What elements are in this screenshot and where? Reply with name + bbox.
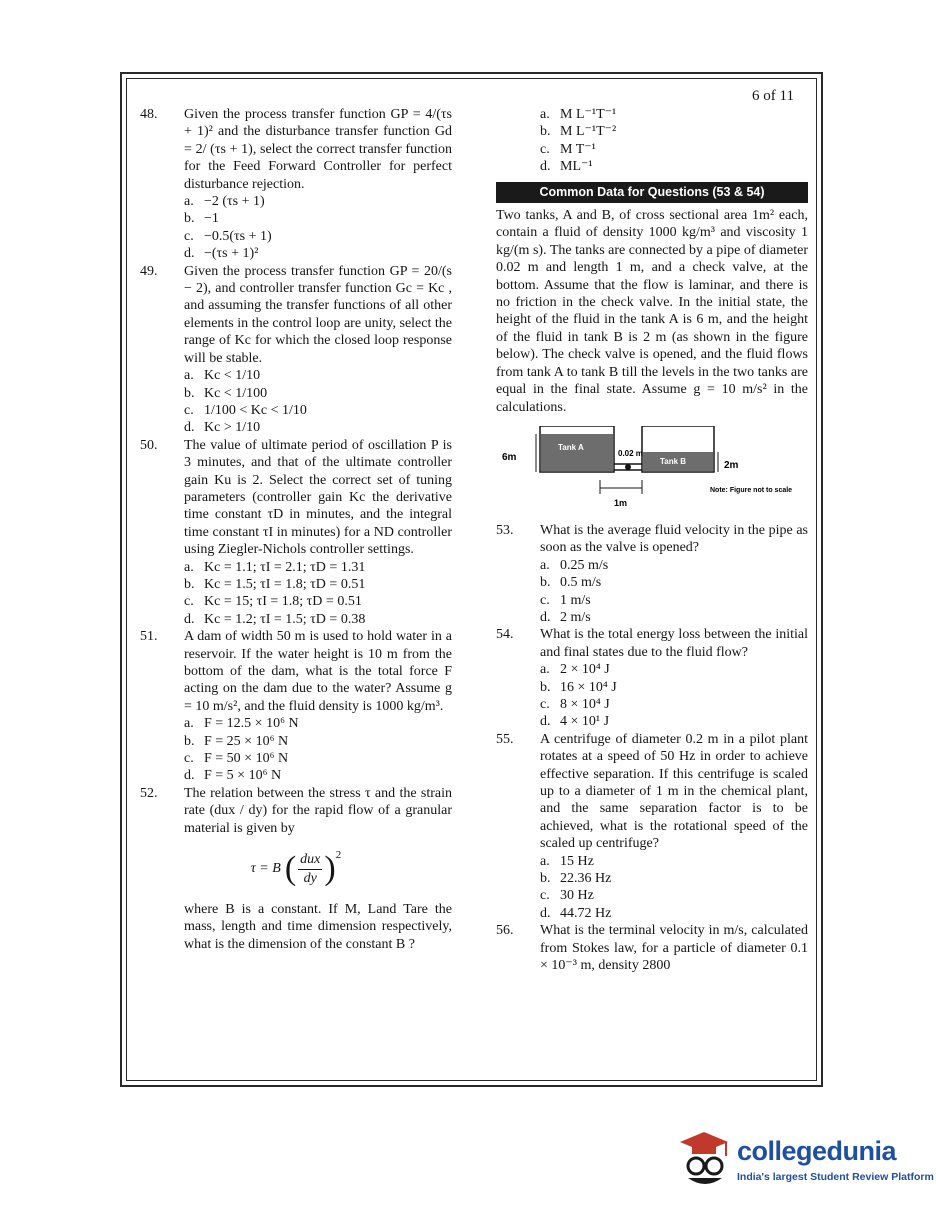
question-number: 54. xyxy=(496,627,514,643)
question-52 xyxy=(140,785,452,953)
options-list xyxy=(184,367,452,437)
options-list xyxy=(184,193,452,263)
label-1m: 1m xyxy=(614,497,628,508)
question-number: 56. xyxy=(496,923,514,939)
option: a. −2 (τs + 1) xyxy=(184,194,265,210)
option: b. M L⁻¹T⁻² xyxy=(540,124,617,140)
label-note: Note: Figure not to scale xyxy=(710,486,793,494)
option: c. 1 m/s xyxy=(540,592,591,608)
options-list xyxy=(540,853,808,923)
question-text: What is the total energy loss between the initial and final states due to the fluid flow? xyxy=(540,627,808,660)
options-list xyxy=(540,557,808,627)
options-list xyxy=(184,715,452,785)
option: d. ML⁻¹ xyxy=(540,159,593,175)
option: d. 2 m/s xyxy=(540,609,591,625)
options-list xyxy=(540,661,808,731)
option: a. 15 Hz xyxy=(540,853,594,869)
question-text: What is the average fluid velocity in the pipe as soon as the valve is opened? xyxy=(540,522,808,556)
label-6m: 6m xyxy=(502,451,517,463)
option: d. F = 5 × 10⁶ N xyxy=(184,768,282,784)
question-number: 50. xyxy=(140,437,158,453)
question-text: A dam of width 50 m is used to hold water in a reservoir. If the water height is 10 m from the bottom of the dam, what is the total force F acting on the dam due to the water? Assume g = 10 m/s², and the fluid density is 1000 kg/m³. xyxy=(184,629,452,714)
formula-fraction xyxy=(298,851,322,887)
option: d. Kc > 1/10 xyxy=(184,420,261,436)
option: d. −(τs + 1)² xyxy=(184,246,259,262)
question-text: Given the process transfer function GP = 20/(s − 2), and controller transfer function Gc = Kc , and assuming the transfer functions of all other elements in the control loop are unity, select the range of Kc for which the closed loop response will be stable. xyxy=(184,263,452,366)
label-2m: 2m xyxy=(724,459,739,471)
stress-formula: τ = B ( $\frac{\text{dux}}{dy}$ ) $^2$ xyxy=(250,849,342,888)
tanks-figure xyxy=(496,426,808,514)
question-text: The value of ultimate period of oscillation P is 3 minutes, and that of the ultimate controller gain Ku is 2. Select the correct set of tuning parameters (controller gain Kc the derivative time constant τD in minutes, and the integral time constant τI in minutes) for a ND controller using Ziegler-Nichols controller settings. xyxy=(184,437,452,558)
left-column xyxy=(140,106,452,953)
option: c. M T⁻¹ xyxy=(540,141,596,157)
option: a. Kc < 1/10 xyxy=(184,368,261,384)
formula-denominator: dy xyxy=(303,870,317,886)
question-text: Given the process transfer function GP = 4/(τs + 1)² and the disturbance transfer function Gd = 2/ (τs + 1), select the correct transfer function for the Feed Forward Controller for perfect disturbance rejection. xyxy=(184,107,452,192)
question-number: 55. xyxy=(496,731,514,747)
option: c. 1/100 < Kc < 1/10 xyxy=(184,402,307,418)
question-text: The relation between the stress τ and the strain rate (dux / dy) for the rapid flow of a granular material is given by xyxy=(184,785,452,836)
question-number: 51. xyxy=(140,629,158,645)
question-50 xyxy=(140,437,452,628)
option: a. F = 12.5 × 10⁶ N xyxy=(184,716,299,732)
question-51 xyxy=(140,628,452,785)
option: b. Kc < 1/100 xyxy=(184,385,268,401)
common-data-text: Two tanks, A and B, of cross sectional area 1m² each, contain a fluid of density 1000 kg/m³ and viscosity 1 kg/(m s). The tanks are connected by a pipe of diameter 0.02 m and length 1 m, and a check valve, at the bottom. Assume that the flow is laminar, and there is no friction in the check valve. In the initial state, the height of the fluid in the tank A is 6 m, and the height of the fluid in tank B is 2 m (as shown in the figure below). The check valve is opened, and the fluid flows from tank A to tank B till the levels in the two tanks are equal in the final state. Assume g = 10 m/s² in the calculations. xyxy=(496,208,808,415)
option: a. 2 × 10⁴ J xyxy=(540,662,610,678)
question-55 xyxy=(496,731,808,922)
label-tank-a: Tank A xyxy=(558,442,584,452)
question-56 xyxy=(496,922,808,974)
question-text: A centrifuge of diameter 0.2 m in a pilot plant rotates at a speed of 50 Hz in order to achieve effective separation. If this centrifuge is scaled up to a diameter of 1 m in the chemical plant, and the same separation factor is to be achieved, what is the rotational speed of the scaled up centrifuge? xyxy=(540,731,808,852)
options-list-52 xyxy=(496,106,808,176)
option: b. 0.5 m/s xyxy=(540,575,602,591)
option: a. Kc = 1.1; τI = 2.1; τD = 1.31 xyxy=(184,559,366,575)
option: c. F = 50 × 10⁶ N xyxy=(184,751,289,767)
option: b. Kc = 1.5; τI = 1.8; τD = 0.51 xyxy=(184,576,366,592)
option: c. 30 Hz xyxy=(540,888,594,904)
question-text-continued: where B is a constant. If M, Land Tare the mass, length and time dimension respectively, what is the dimension of the constant B ? xyxy=(184,902,452,952)
question-number: 48. xyxy=(140,107,158,122)
question-48 xyxy=(140,106,452,263)
logo-wordmark: collegedunia xyxy=(737,1136,897,1166)
question-49 xyxy=(140,263,452,437)
logo-tagline: India's largest Student Review Platform xyxy=(737,1171,934,1183)
page-number: 6 of 11 xyxy=(752,88,794,104)
option: b. F = 25 × 10⁶ N xyxy=(184,733,289,749)
question-54 xyxy=(496,626,808,730)
question-number: 49. xyxy=(140,263,158,279)
common-data-header: Common Data for Questions (53 & 54) xyxy=(496,182,808,203)
option: a. 0.25 m/s xyxy=(540,557,609,573)
option: c. 8 × 10⁴ J xyxy=(540,696,610,712)
formula-numerator: dux xyxy=(298,851,322,869)
option: c. Kc = 15; τI = 1.8; τD = 0.51 xyxy=(184,594,362,610)
option: a. M L⁻¹T⁻¹ xyxy=(540,107,617,122)
option: d. Kc = 1.2; τI = 1.5; τD = 0.38 xyxy=(184,611,366,627)
option: d. 44.72 Hz xyxy=(540,905,612,921)
question-53 xyxy=(496,522,808,626)
question-number: 52. xyxy=(140,785,158,801)
label-tank-b: Tank B xyxy=(660,456,687,466)
options-list xyxy=(184,559,452,629)
question-number: 53. xyxy=(496,522,514,538)
right-column xyxy=(496,106,808,974)
option: b. 16 × 10⁴ J xyxy=(540,679,617,695)
option: b. 22.36 Hz xyxy=(540,871,612,887)
question-text: What is the terminal velocity in m/s, calculated from Stokes law, for a particle of diameter 0.1 × 10⁻³ m, density 2800 xyxy=(540,923,808,974)
formula-lhs: τ = B xyxy=(250,861,281,877)
option: c. −0.5(τs + 1) xyxy=(184,228,272,244)
option: d. 4 × 10¹ J xyxy=(540,714,610,730)
option: b. −1 xyxy=(184,211,219,227)
tanks-diagram xyxy=(496,426,808,514)
label-pipe-diameter: 0.02 m xyxy=(618,448,643,458)
